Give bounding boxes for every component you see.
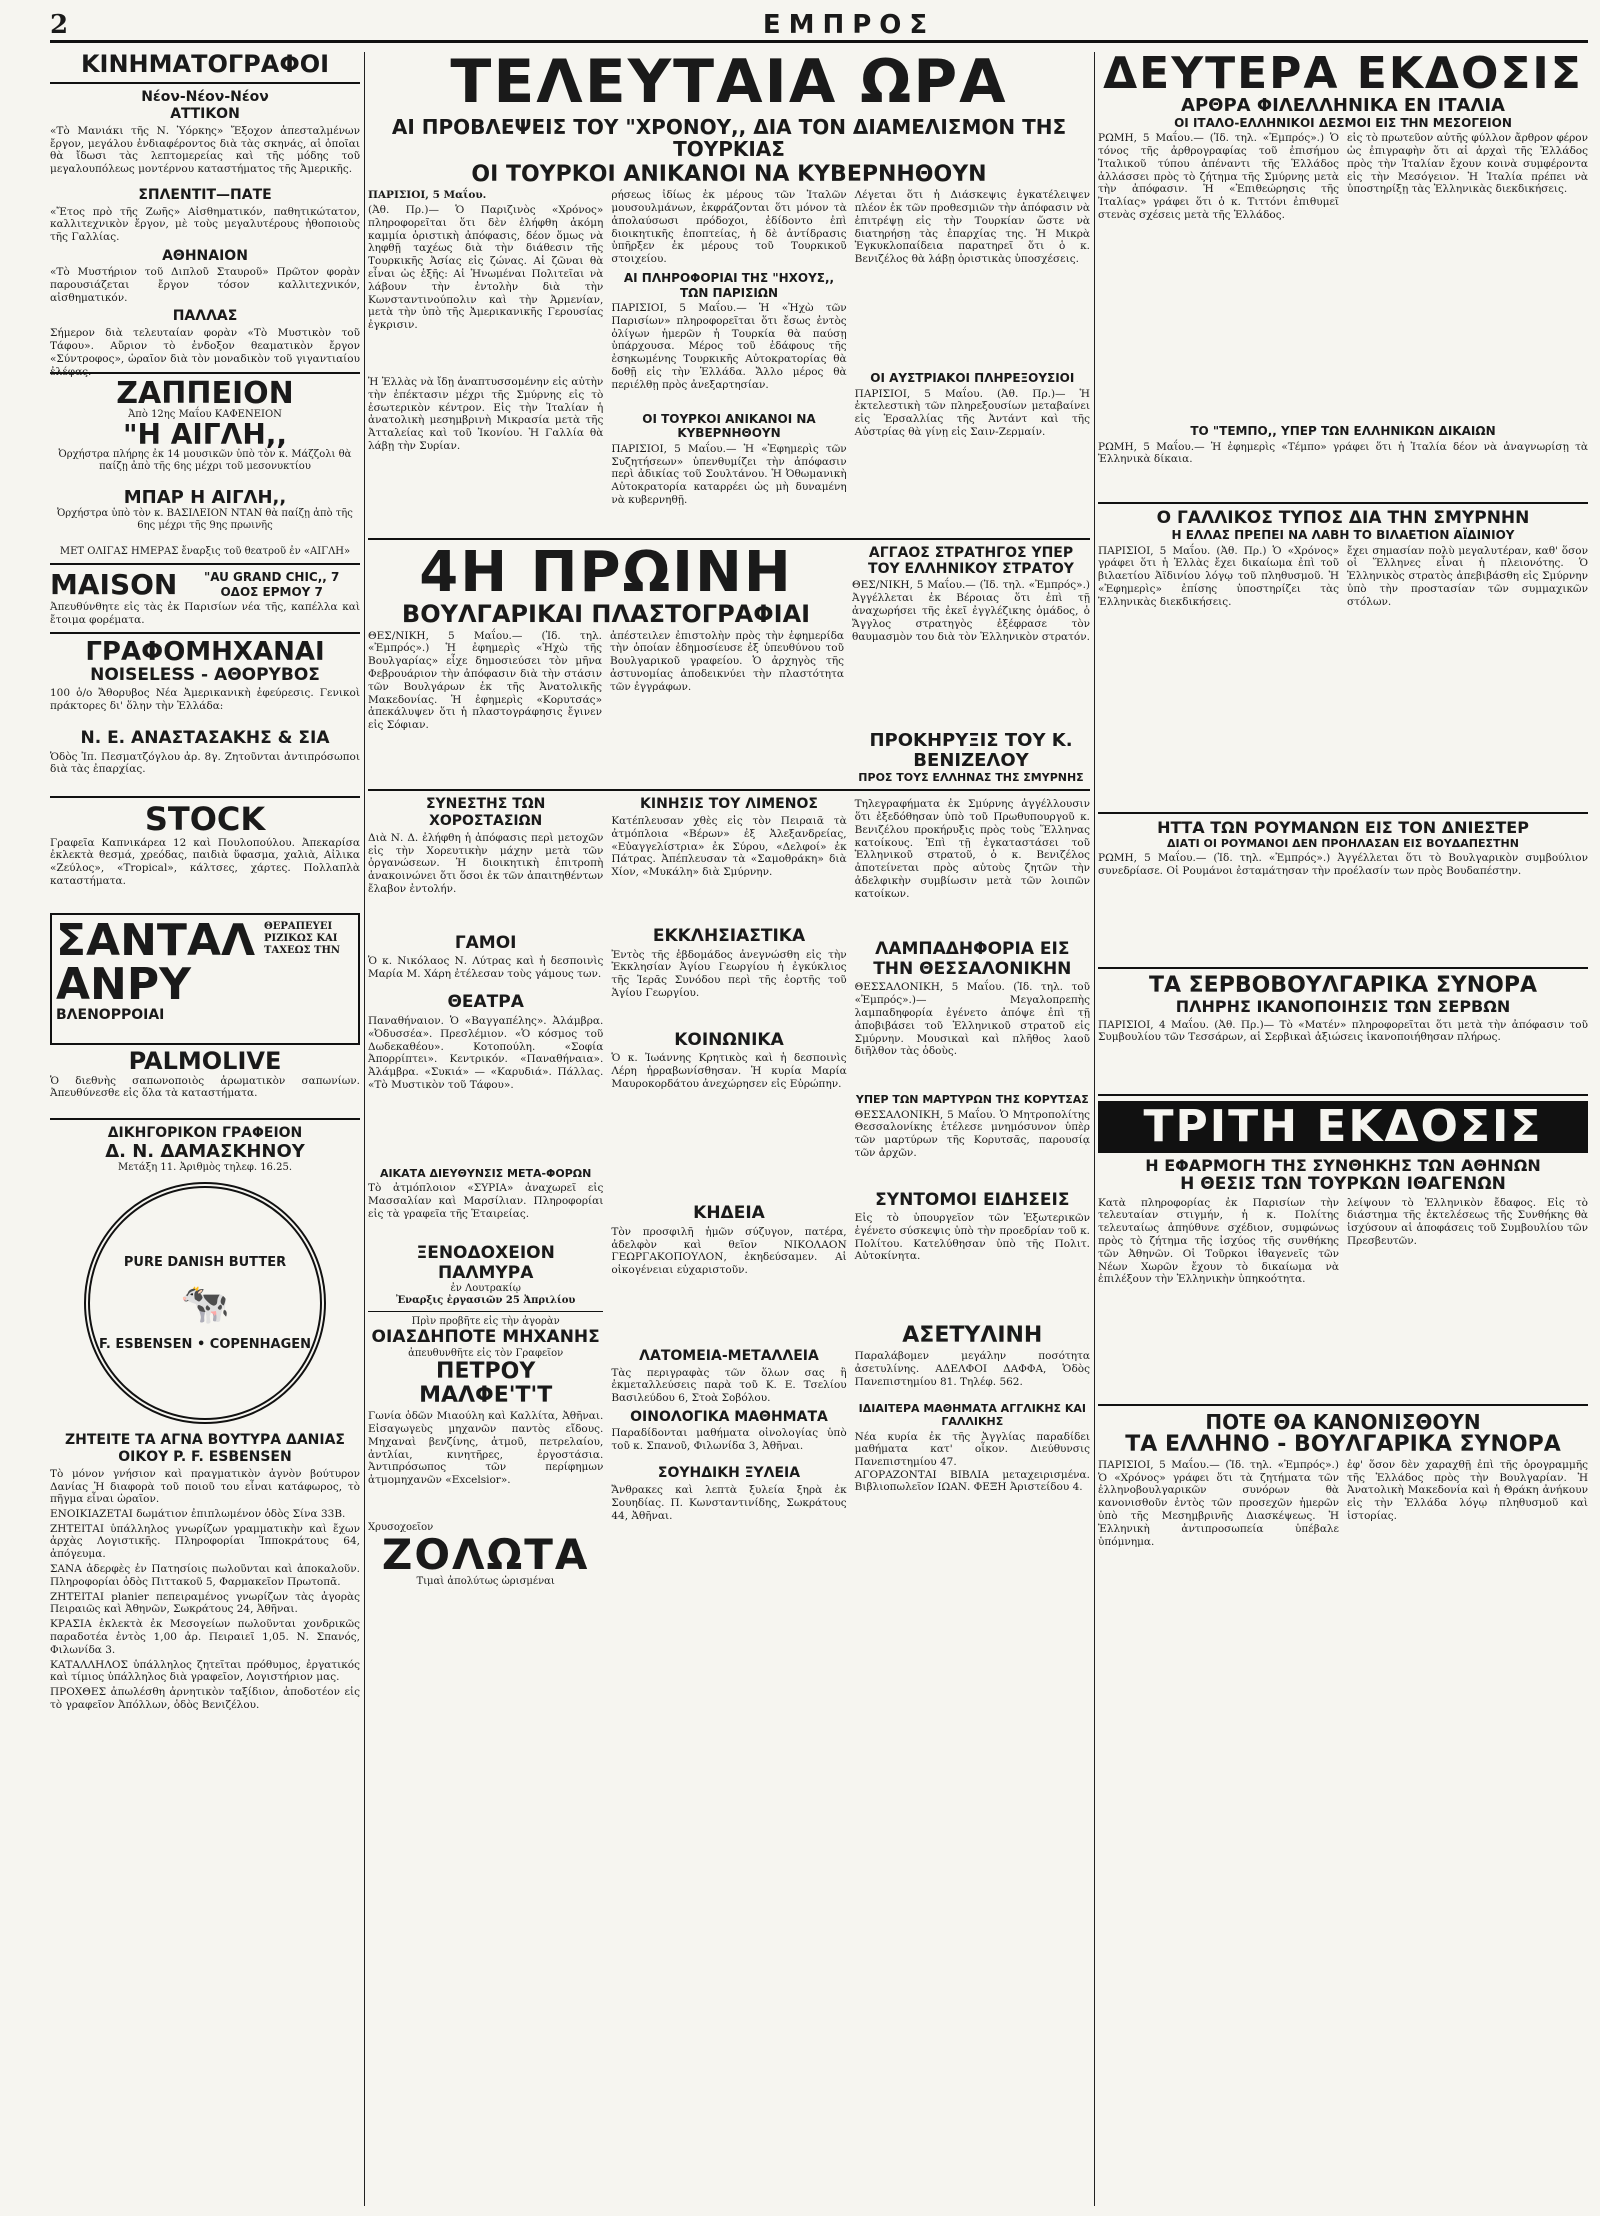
ekklis-heading: ΕΚΚΛΗΣΙΑΣΤΙΚΑ [652, 926, 806, 947]
zappeion-sub: Ἀπὸ 12ης Μαΐου ΚΑΦΕΝΕΙΟΝ [128, 409, 282, 421]
aigli-title: "Η ΑΙΓΛΗ,, [122, 418, 288, 452]
zolota-text: Τιμαὶ ἀπολύτως ὡρισμέναι [416, 1576, 555, 1588]
arthra-heading: ΑΡΘΡΑ ΦΙΛΕΛΛΗΝΙΚΑ ΕΝ ΙΤΑΛΙΑ [1181, 95, 1505, 116]
column-divider [1094, 52, 1095, 2206]
proti-title: 4Η ΠΡΩΙΝΗ [419, 540, 793, 606]
palmolive-title: PALMOLIVE [128, 1046, 282, 1075]
bar-title: ΜΠΑΡ Η ΑΙΓΛΗ,, [123, 487, 287, 509]
second-edition-title: ΔΕΥΤΕΡΑ ΕΚΔΟΣΙΣ [1103, 48, 1583, 99]
law-office-address: Μετάξη 11. Ἀριθμὸς τηλεφ. 16.25. [117, 1162, 292, 1174]
article-text: Λέγεται ὅτι ἡ Διάσκεψις ἐγκατέλειψεν πλέον ἐκ τῶν προθεσμιῶν τὴν ἀπόφασιν νὰ ἐπιτρέψῃ εἰς τὴν Τουρκίαν ὥστε νὰ διατηρήσῃ τὰς ἐπαρχίας της. Ἡ Μικρὰ Ἐγκυκλοπαίδεια παρατηρεῖ ὅτι ὁ κ. Βενιζέλος θὰ λάβῃ ὁριστικὰς ὑποσχέσεις. [854, 189, 1090, 266]
article-text: Νέα κυρία ἐκ τῆς Ἀγγλίας παραδίδει μαθήματα κατ' οἶκον. Διεύθυνσις Πανεπιστημίου 47. [854, 1430, 1090, 1469]
article-text: Τὰς περιγραφὰς τῶν ὅλων σας ἢ ἐκμεταλλεύσεις παρὰ τοῦ Κ. Ε. Τσελίου Βασιλεύδου 6, Στοὰ Σοβόλου. [611, 1366, 847, 1405]
last-hour-sub2: ΟΙ ΤΟΥΡΚΟΙ ΑΝΙΚΑΝΟΙ ΝΑ ΚΥΒΕΡΝΗΘΟΥΝ [471, 162, 987, 187]
column-divider [364, 52, 365, 2206]
cow-icon: 🐄 [180, 1280, 230, 1327]
article-text: Διὰ Ν. Δ. ἐλήφθη ἡ ἀπόφασις περὶ μετοχῶν εἰς τὴν Χορευτικὴν μάχην μετὰ τῶν ὀργανώσεων. Ἡ διοικητικὴ ἐπιτροπὴ ἀνακοινώνει ὅτι ὅσοι ἐκ τῶν ἀπαιτηθέντων ἔλαβον ἐντολήν. [368, 831, 604, 896]
rouman-heading: ΗΤΤΑ ΤΩΝ ΡΟΥΜΑΝΩΝ ΕΙΣ ΤΟΝ ΔΝΙΕΣΤΕΡ [1157, 817, 1529, 837]
article-text: ἀπέστειλεν ἐπιστολὴν πρὸς τὴν ἐφημερίδα τὴν ὁποίαν ἐδημοσίευσε ἐξ ὑπευθύνου τοῦ Βουλγαρικοῦ γραφείου. Ὁ ἀρχηγὸς τῆς ἀστυνομίας ἀποδεικνύει τὴν πλαστότητα τῶν ἐγγράφων. [610, 629, 844, 693]
maison-text: Ἀπευθύνθητε εἰς τὰς ἐκ Παρισίων νέα τῆς, καπέλλα καὶ ἔτοιμα φορέματα. [50, 600, 360, 626]
article-text: Τὸ ἀτμόπλοιον «ΣΥΡΙΑ» ἀναχωρεῖ εἰς Μασσαλίαν καὶ Μαρσίλιαν. Πληροφορίαι εἰς τὰ γραφεῖα τῆς Ἑταιρείας. [368, 1182, 604, 1220]
aigli-text: Ὀρχήστρα πλήρης ἐκ 14 μουσικῶν ὑπὸ τὸν κ. Μάζζολι θὰ παίζῃ ἀπὸ τῆς 6ης μέχρι τοῦ μεσονυκτίου [58, 449, 352, 473]
article-text: ΠΑΡΙΣΙΟΙ, 5 Μαΐου. (Ἀθ. Πρ.) Ὁ «Χρόνος» γράφει ὅτι ἡ Ἑλλὰς ἔχει δικαίωμα ἐπὶ τοῦ βιλαετίου Ἀϊδινίου λόγῳ τοῦ πληθυσμοῦ. Ἡ «Ἐφημερὶς» ἐπίσης ὑποστηρίζει τὰς Ἑλληνικὰς διεκδικήσεις. [1098, 544, 1339, 608]
machine-heading: ΟΙΑΣΔΗΠΟΤΕ ΜΗΧΑΝΗΣ [371, 1327, 600, 1348]
cinema-text: «Τὸ Μανιάκι τῆς Ν. Ὑόρκης» Ἔξοχον ἀπεσταλμένων ἔργον, μεγάλου ἐνδιαφέροντος διὰ τὰς σκηνάς, αἱ ὁποῖαι θὰ ἴδωσι τὰς λεπτομερείας καὶ τῆς μόδης τοῦ μεγαλουπόλεως μοντέρνου καταστήματος τῆς Ἀμερικῆς. [50, 124, 360, 176]
newspaper-title: ΕΜΠΡΟΣ [762, 10, 936, 40]
article-text: Ὁ κ. Νικόλαος Ν. Λύτρας καὶ ἡ δεσποινὶς Μαρία Μ. Χάρη ἐτέλεσαν τοὺς γάμους των. [368, 955, 604, 981]
chryso-label: Χρυσοχοεῖον [368, 1522, 434, 1534]
limenos-heading: ΚΙΝΗΣΙΣ ΤΟΥ ΛΙΜΕΝΟΣ [640, 796, 818, 813]
article-text: Ἡ Ἑλλὰς νὰ ἴδῃ ἀναπτυσσομένην εἰς αὐτὴν τὴν ἐπέκτασιν μέχρι τῆς Σμύρνης εἰς τὸ ἐσωτερικὸν κέντρον. Εἰς τὴν Ἰταλίαν ἡ ἀνατολικὴ μεσημβρινὴ Μικρασία μετὰ τῆς Ἀτταλείας καὶ τοῦ Ἰκονίου. Ἡ Γαλλία θὰ λάβῃ τὴν Συρίαν. [368, 376, 604, 453]
stock-text: Γραφεῖα Καπνικάρεα 12 καὶ Πουλοπούλου. Ἀπεκαρίσα ἐκλεκτὰ θεσμά, χρεόδας, παιδιὰ ὕφασμα, χαλιὰ, Αἰλικα «Ζεύλος», «Tropical», κάλτσες, χάρτες. Πολλαπλὰ καταστήματα. [50, 836, 360, 887]
hotel-sub: ἐν Λουτρακίῳ [450, 1283, 521, 1295]
article-text: Παραλάβομεν μεγάλην ποσότητα ἀσετυλίνης. ΑΔΕΛΦΟΙ ΔΑΦΦΑ, Ὁδὸς Πανεπιστημίου 81. Τηλέφ. 562. [854, 1350, 1090, 1388]
gramo-text: 100 ὁ/ο Ἄθορυβος Νέα Ἀμερικανικὴ ἐφεύρεσις. Γενικοὶ πράκτορες δι' ὅλην τὴν Ἑλλάδα: [50, 686, 360, 712]
classified-ad: ΚΡΑΣΙΑ ἐκλεκτὰ ἐκ Μεσογείων πωλοῦνται χονδρικῶς παραδοτέα ἐντὸς 1,00 ἀρ. Πειραιεῖ 1,05. Ν. Σπανός, Φιλωνίδα 3. [50, 1618, 360, 1656]
article-text: ΡΩΜΗ, 5 Μαΐου.— (Ἰδ. τηλ. «Ἐμπρός».) Ἀγγέλλεται ὅτι τὸ Βουλγαρικὸν συμβούλιον συνεδρίασε. Οἱ Ρουμάνοι ἐσταμάτησαν τὴν προέλασίν των πρὸς Βουδαπέστην. [1098, 852, 1588, 877]
pliroforia-heading: ΑΙ ΠΛΗΡΟΦΟΡΙΑΙ ΤΗΣ "ΗΧΟΥΣ,, ΤΩΝ ΠΑΡΙΣΙΩΝ [623, 271, 835, 300]
dateline: ΠΑΡΙΣΙΟΙ, 5 Μαΐου. [368, 189, 487, 202]
classified-ad: ΚΑΤΑΛΛΗΛΟΣ ὑπάλληλος ζητεῖται πρόθυμος, ἐργατικός καὶ τίμιος ὑπάλληλος διὰ γραφεῖον, Λογιστήριον μας. [50, 1658, 360, 1684]
prokiryxis-heading: ΠΡΟΚΗΡΥΞΙΣ ΤΟΥ Κ. ΒΕΝΙΖΕΛΟΥ [869, 730, 1073, 772]
article-text: ΘΕΣΣΑΛΟΝΙΚΗ, 5 Μαΐου. Ὁ Μητροπολίτης Θεσσαλονίκης ἐτέλεσε μνημόσυνον ὑπὲρ τῶν μαρτύρων τῆς Κορυτσᾶς, παρουσίᾳ τῶν ἀρχῶν. [854, 1108, 1090, 1159]
right-column [1098, 48, 1588, 2206]
classifieds [50, 1508, 360, 1712]
anastasakis: Ν. Ε. ΑΝΑΣΤΑΣΑΚΗΣ & ΣΙΑ [80, 727, 330, 748]
article-text: Ἐντὸς τῆς ἑβδομάδος ἀνεγνώσθη εἰς τὴν Ἐκκλησίαν Ἀγίου Γεωργίου ἡ ἐγκύκλιος τῆς Ἱερᾶς Συνόδου περὶ τῆς ἑορτῆς τοῦ Ἁγίου Γεωργίου. [611, 948, 847, 999]
seal-bottom-text: F. ESBENSEN • COPENHAGEN [98, 1336, 312, 1352]
article-text: Γωνία ὁδῶν Μιαούλη καὶ Καλλίτα, Ἀθῆναι. Εἰσαγωγεὺς μηχανῶν παντὸς εἴδους. Μηχαναὶ βενζίνης, ἀτμοῦ, πετρελαίου, ἀντλίαι, κινητῆρες, ἐργοστάσια. Ἀντιπρόσωπος τῶν περίφημων ἀτμομηχανῶν «Excelsior». [368, 1410, 604, 1487]
article-text: ΠΑΡΙΣΙΟΙ, 5 Μαΐου.— Ἡ «Ἐφημερὶς τῶν Συζητήσεων» ὑπενθυμίζει τὴν ἀπόφασιν περὶ ἀδικίας τοῦ Σουλτάνου. Ἡ Ὀθωμανικὴ Αὐτοκρατορία καταρρέει ὡς μὴ δυναμένη νὰ κυβερνηθῇ. [611, 442, 847, 507]
butter-text: Τὸ μόνον γνήσιον καὶ πραγματικὸν ἀγνὸν βούτυρον Δανίας Ἡ διαφορὰ τοῦ ποιοῦ του εἶναι κατάφωρος, τὸ πῆγμα εἶναι ὡραῖον. [50, 1467, 360, 1506]
oinolog-heading: ΟΙΝΟΛΟΓΙΚΑ ΜΑΘΗΜΑΤΑ [630, 1408, 828, 1425]
article-text: ΠΑΡΙΣΙΟΙ, 4 Μαΐου. (Ἀθ. Πρ.)— Τὸ «Ματέν» πληροφορεῖται ὅτι μετὰ τὴν ἀπόφασιν τοῦ Συμβουλίου τῶν Τεσσάρων, αἱ Σερβικαὶ ἀξιώσεις ἱκανοποιήθησαν πλήρως. [1098, 1018, 1588, 1044]
maison-address: "AU GRAND CHIC,, 7 ΟΔΟΣ ΕΡΜΟΥ 7 [203, 570, 340, 599]
anastasakis-text: Ὁδὸς Ἰπ. Πεσματζόγλου ἀρ. 8γ. Ζητοῦνται ἀντιπρόσωποι διὰ τὰς ἐπαρχίας. [50, 750, 360, 776]
cinema-pallas: ΠΑΛΛΑΣ [172, 308, 238, 325]
pote-heading: ΠΟΤΕ ΘΑ ΚΑΝΟΝΙΣΘΟΥΝ [1205, 1409, 1481, 1434]
maison-title: MAISON [50, 567, 178, 601]
bar-text: Ὀρχήστρα ὑπὸ τὸν κ. ΒΑΣΙΛΕΙΟΝ ΝΤΑΝ θὰ παίζῃ ἀπὸ τῆς 6ης μέχρι τῆς 9ης πρωινῆς [57, 508, 353, 532]
stratos-heading: ΑΓΓΑΟΣ ΣΤΡΑΤΗΓΟΣ ΥΠΕΡ ΤΟΥ ΕΛΛΗΝΙΚΟΥ ΣΤΡΑΤΟΥ [868, 545, 1074, 578]
cinemas-sub: Νέον-Νέον-Νέον [141, 89, 269, 106]
article-text: ΘΕΣ/ΝΙΚΗ, 5 Μαΐου.— (Ἰδ. τηλ. «Ἐμπρός».) Ἡ ἐφημερὶς «Ἠχὼ τῆς Βουλγαρίας» εἶχε δημοσιεύσει τὸν μῆνα Φεβρουάριον τὴν ἀπόφασιν διὰ τὴν στάσιν τῶν Βουλγάρων ἐκ τῆς Ἀνατολικῆς Μακεδονίας. Ἡ ἐφημερὶς «Κορυτσάς» ἀπεκάλυψεν ὅτι ἡ πλαστογράφησις ἔγινεν εἰς Σόφιαν. [368, 629, 602, 732]
article-text: Παναθήναιον. Ὁ «Βαγγαπέλης». Ἀλάμβρα. «Ὀδυσσέα». Πρεσλέμιον. «Ὁ κόσμος τοῦ Δωδεκαθέου». Κοτοπούλη. «Σοφία Ἀπορρίπτει». Κεντρικόν. «Παναθήναια». Ἀλάμβρα. «Συκιά» — «Καρυδιά». Πάλλας. «Τὸ Μυστικὸν τοῦ Τάφου». [368, 1014, 604, 1091]
serbo-sub: ΠΛΗΡΗΣ ΙΚΑΝΟΠΟΙΗΣΙΣ ΤΩΝ ΣΕΡΒΩΝ [1175, 997, 1511, 1017]
bar-text2: ΜΕΤ ΟΛΙΓΑΣ ΗΜΕΡΑΣ ἔναρξις τοῦ θεατροῦ ἐν «ΑΙΓΛΗ» [59, 546, 351, 558]
article-text: Ἄνθρακες καὶ λεπτὰ ξυλεία ξηρὰ ἐκ Σουηδίας. Π. Κωνσταντινίδης, Σωκράτους 44, Ἀθῆναι. [611, 1484, 847, 1522]
article-text: ΡΩΜΗ, 5 Μαΐου.— (Ἰδ. τηλ. «Ἐμπρός».) Ὁ τόνος τῆς ἀρθρογραφίας τοῦ ἐπισήμου Ἰταλικοῦ τύπου ἀπέναντι τῆς Ἑλλάδος ἀλλάσσει πρὸς τὸ ζήτημα τῆς Σμύρνης μετὰ τὴν ἀπόφασιν. Ἡ «Ἐπιθεώρησις τῆς Ἰταλίας» γράφει ὅτι ὁ κ. Τιττόνι ἐπιθυμεῖ στενὰς σχέσεις μετὰ τῆς Ἑλλάδος. [1098, 132, 1339, 221]
lykeio-heading: ΑΙΚΑΤΑ ΔΙΕΥΘΥΝΣΙΣ ΜΕΤΑ-ΦΟΡΩΝ [379, 1166, 592, 1180]
syntomoi-heading: ΣΥΝΤΟΜΟΙ ΕΙΔΗΣΕΙΣ [875, 1189, 1070, 1210]
zappeion-ad: ΖΑΠΠΕΙΟΝ [116, 376, 294, 412]
koinon-heading: ΚΟΙΝΩΝΙΚΑ [674, 1029, 784, 1050]
prokiryxis-sub: ΠΡΟΣ ΤΟΥΣ ΕΛΛΗΝΑΣ ΤΗΣ ΣΜΥΡΝΗΣ [858, 771, 1084, 785]
martyres-heading: ΥΠΕΡ ΤΩΝ ΜΑΡΤΥΡΩΝ ΤΗΣ ΚΟΡΥΤΣΑΣ [855, 1093, 1089, 1107]
machine-intro: Πρὶν προβῆτε εἰς τὴν ἀγορὰν [411, 1316, 560, 1328]
anikanoi-heading: ΟΙ ΤΟΥΡΚΟΙ ΑΝΙΚΑΝΟΙ ΝΑ ΚΥΒΕΡΝΗΘΟΥΝ [642, 412, 816, 441]
austr-heading: ΟΙ ΑΥΣΤΡΙΑΚΟΙ ΠΛΗΡΕΞΟΥΣΙΟΙ [870, 371, 1075, 386]
article-text: ΘΕΣ/ΝΙΚΗ, 5 Μαΐου.— (Ἰδ. τηλ. «Ἐμπρός».) Ἀγγέλλεται ἐκ Βέροιας ὅτι ἐπὶ τῇ ἀναχωρήσει τῆς ἐκεῖ ἐγγλέζικης ὁμάδος, ὁ Ἄγγλος στρατηγὸς ἐξέφρασε τὸν θαυμασμὸν του διὰ τὸν Ἑλληνικὸν στρατόν. [852, 579, 1090, 643]
butter-heading: ΖΗΤΕΙΤΕ ΤΑ ΑΓΝΑ ΒΟΥΤΥΡΑ ΔΑΝΙΑΣ ΟΙΚΟΥ P. F. ESBENSEN [65, 1432, 345, 1466]
cinema-text: Σήμερον διὰ τελευταίαν φορὰν «Τὸ Μυστικὸν τοῦ Τάφου». Αὔριον τὸ ἐνδοξον θεαματικὸν ἔργον «Σύντροφος», ὡραῖον διὰ τὸν μοναδικὸν τοῦ γιγαντιαίου ἐλέφας. [50, 327, 360, 378]
gramo-title: ΓΡΑΦΟΜΗΧΑΝΑΙ [85, 636, 325, 667]
article-text: ρήσεως ἰδίως ἐκ μέρους τῶν Ἰταλῶν μουσουλμάνων, ἐκφράζονται ὅτι μόνον τὰ ἀπολαύσωσι πρόδοχοι, ἐδίδοντο ἐπὶ διοικητικῆς ἐποπτείας, ἡ δὲ ἀντίδρασις ὑπῆρξεν ἐκ μέρους τοῦ Τουρκικοῦ στοιχείου. [611, 189, 847, 266]
hotel-title: ΞΕΝΟΔΟΧΕΙΟΝ ΠΑΛΜΥΡΑ [416, 1243, 555, 1283]
center-column [368, 47, 1090, 2206]
article-text: Τηλεγραφήματα ἐκ Σμύρνης ἀγγέλλουσιν ὅτι ἐξεδόθησαν ὑπὸ τοῦ Πρωθυπουργοῦ κ. Βενιζέλου προκήρυξις πρὸς τοὺς Ἕλληνας κατοίκους. Ἐπὶ τῇ ἐγκαταστάσει τοῦ Ἑλληνικοῦ στρατοῦ, ὁ κ. Βενιζέλος ἀποτείνεται πρὸς αὐτοὺς ζητῶν τὴν ἀδελφικὴν συμβίωσιν μετὰ τῶν λοιπῶν κατοίκων. [854, 798, 1090, 900]
elleno-heading: ΤΑ ΕΛΛΗΝΟ - ΒΟΥΛΓΑΡΙΚΑ ΣΥΝΟΡΑ [1125, 1431, 1561, 1457]
latomeia-heading: ΛΑΤΟΜΕΙΑ-ΜΕΤΑΛΛΕΙΑ [639, 1347, 819, 1364]
article-text: ἔχει σημασίαν πολὺ μεγαλυτέραν, καθ' ὅσον οἱ Ἕλληνες εἶναι ἡ πλειονότης. Ὁ Ἑλληνικὸς στρατὸς ἀπεβιβάσθη εἰς Σμύρνην ὑπὸ τὴν προστασίαν τῶν συμμαχικῶν στόλων. [1347, 544, 1588, 608]
article-text: ΑΓΟΡΑΖΟΝΤΑΙ ΒΙΒΛΙΑ μεταχειρισμένα. Βιβλιοπωλεῖον ΙΩΑΝ. ΦΕΞΗ Ἀριστείδου 4. [854, 1468, 1090, 1494]
kideia-heading: ΚΗΔΕΙΑ [693, 1203, 765, 1224]
theatra-heading: ΘΕΑΤΡΑ [447, 992, 524, 1013]
mafeti-title: ΠΕΤΡΟΥ ΜΑΛΦΕ'Τ'Τ [419, 1358, 553, 1408]
classified-ad: ΖΗΤΕΙΤΑΙ planier πεπειραμένος γνωρίζων τὰς ἀγορὰς Πειραιῶς καὶ Ἀθηνῶν, Σωκράτους 24, Ἀθῆναι. [50, 1590, 360, 1616]
article-text: λείψουν τὸ Ἑλληνικὸν ἔδαφος. Εἰς τὸ διάστημα τῆς ἐκτελέσεως τῆς Συνθήκης θὰ ἰσχύσουν αἱ ἀποφάσεις τοῦ Συμβουλίου τῶν Πρεσβευτῶν. [1347, 1196, 1588, 1247]
article-text: ΘΕΣΣΑΛΟΝΙΚΗ, 5 Μαΐου. (Ἰδ. τηλ. τοῦ «Ἐμπρός».)— Μεγαλοπρεπὴς λαμπαδηφορία ἐγένετο ἀπόψε ἐπὶ τῇ ἀποβιβάσει τοῦ Ἑλληνικοῦ στρατοῦ εἰς Σμύρνην. Μουσικαὶ καὶ πλῆθος λαοῦ διῆλθον τὰς ὁδοὺς. [854, 981, 1090, 1058]
santal-side: ΘΕΡΑΠΕΥΕΙ ΡΙΖΙΚΩΣ ΚΑΙ ΤΑΧΕΩΣ ΤΗΝ [264, 920, 341, 956]
classified-ad: ΕΝΟΙΚΙΑΖΕΤΑΙ δωμάτιον ἐπιπλωμένον ὁδὸς Σίνα 33Β. [50, 1507, 346, 1520]
law-office-name: Δ. Ν. ΔΑΜΑΣΚΗΝΟΥ [105, 1141, 305, 1163]
santal-title: ΣΑΝΤΑΛ ΑΝΡΥ [56, 914, 256, 1010]
classified-ad: ΣΑΝΑ ἀδερφὲς ἐν Πατησίοις πωλοῦνται καὶ ἀποκαλοῦν. Πληροφορίαι ὁδὸς Πιττακοῦ 5, Φαρμακεῖον Πρωτοπᾶ. [50, 1563, 360, 1588]
gallikos-sub: Η ΕΛΛΑΣ ΠΡΕΠΕΙ ΝΑ ΛΑΒΗ ΤΟ ΒΙΛΑΕΤΙΟΝ ΑΪΔΙΝΙΟΥ [1171, 528, 1515, 543]
law-office: ΔΙΚΗΓΟΡΙΚΟΝ ΓΡΑΦΕΙΟΝ [107, 1124, 303, 1141]
xorostasi-heading: ΣΥΝΕΣΤΗΣ ΤΩΝ ΧΟΡΟΣΤΑΣΙΩΝ [425, 796, 546, 830]
asetyli-heading: ΑΣΕΤΥΛΙΝΗ [902, 1323, 1043, 1349]
article-text: ΠΑΡΙΣΙΟΙ, 5 Μαΐου. (Ἀθ. Πρ.)— Ἡ ἐκτελεστικὴ τῶν πληρεξουσίων μεταβαίνει εἰς Ἑρσαλλίας τῆς Ἀντάντ καὶ τῆς Αὐστρίας θὰ γίνῃ εἰς Σαιν-Ζερμαίν. [854, 387, 1090, 439]
page-number: 2 [50, 10, 69, 40]
article-text: Κατέπλευσαν χθὲς εἰς τὸν Πειραιᾶ τὰ ἀτμόπλοια «Βέρων» ἐξ Ἀλεξανδρείας, «Εὐαγγελίστρια» ἐκ Σύρου, «Δελφοί» ἐκ Πάτρας. Ἀπέπλευσαν τὰ «Σαμοθράκη» διὰ Χίον, «Μυκάλη» διὰ Σμύρνην. [611, 815, 847, 879]
proti-sub: ΒΟΥΛΓΑΡΙΚΑΙ ΠΛΑΣΤΟΓΡΑΦΙΑΙ [401, 600, 811, 629]
serbo-heading: ΤΑ ΣΕΡΒΟΒΟΥΛΓΑΡΙΚΑ ΣΥΝΟΡΑ [1148, 973, 1538, 999]
article-text: (Ἀθ. Πρ.)— Ὁ Παριζινὸς «Χρόνος» πληροφορεῖται ὅτι δὲν ἐλήφθη ἀκόμη καμμία ὁριστικὴ ἀπόφασις, δέον ὅμως νὰ ληφθῇ ταχέως διὰ τὴν διάθεσιν τῆς Τουρκικῆς Ἀσίας εἰς ζώνας. Αἱ ζῶναι θὰ εἶναι ὡς ἑξῆς: Αἱ Ἡνωμέναι Πολιτεῖαι νὰ λάβουν τὴν ἐντολὴν διὰ τὴν Κωνσταντινούπολιν καὶ τὴν Ἀρμενίαν, μετὰ τὴν ὑπὸ τῆς Ἀμερικανικῆς Γερουσίας ἐγκρισιν. [368, 204, 604, 332]
idiaitera-heading: ΙΔΙΑΙΤΕΡΑ ΜΑΘΗΜΑΤΑ ΑΓΓΛΙΚΗΣ ΚΑΙ ΓΑΛΛΙΚΗΣ [858, 1402, 1087, 1429]
lampad-heading: ΛΑΜΠΑΔΗΦΟΡΙΑ ΕΙΣ ΤΗΝ ΘΕΣΣΑΛΟΝΙΚΗΝ [873, 939, 1072, 979]
synaiki-heading: ΣΟΥΗΔΙΚΗ ΞΥΛΕΙΑ [657, 1465, 801, 1482]
article-text: Ὁ κ. Ἰωάννης Κρητικὸς καὶ ἡ δεσποινὶς Λέρη ἠρραβωνίσθησαν. Ἡ κυρία Μαρία Μαυροκορδάτου ἀνεχώρησεν εἰς Εὐρώπην. [611, 1052, 847, 1090]
gamoi-heading: ΓΑΜΟΙ [454, 932, 517, 953]
efarmogi-heading: Η ΕΦΑΡΜΟΓΗ ΤΗΣ ΣΥΝΘΗΚΗΣ ΤΩΝ ΑΘΗΝΩΝ [1145, 1155, 1541, 1175]
gallikos-heading: Ο ΓΑΛΛΙΚΟΣ ΤΥΠΟΣ ΔΙΑ ΤΗΝ ΣΜΥΡΝΗΝ [1156, 507, 1530, 528]
noiseless: NOISELESS - ΑΘΟΡΥΒΟΣ [90, 664, 320, 685]
cinema-attikon: ΑΤΤΙΚΟΝ [170, 105, 240, 122]
article-text: Τὸν προσφιλῆ ἡμῶν σύζυγον, πατέρα, ἀδελφὸν καὶ θεῖον ΝΙΚΟΛΑΟΝ ΓΕΩΡΓΑΚΟΠΟΥΛΟΝ, ἐκηδεύσαμεν. Αἱ οἰκογένειαι εὐχαριστοῦν. [611, 1225, 847, 1277]
palmolive-text: Ὁ διεθνὴς σαπωνοποιὸς ἀρωματικὸν σαπωνίων. Ἀπευθύνεσθε εἰς ὅλα τὰ καταστήματα. [50, 1074, 360, 1100]
article-text: εἰς τὸ πρωτεῦον αὐτῆς φύλλον ἄρθρον φέρον ὡς ἐπιγραφὴν ὅτι αἱ ἀρχαὶ τῆς Ἑλλάδος πρὸς τὴν Ἰταλίαν ἔχουν κοινὰ συμφέροντα εἰς τὴν Μεσόγειον. Ἡ Ἰταλία πρέπει νὰ ὑποστηρίξῃ τὰς Ἑλληνικὰς διεκδικήσεις. [1347, 132, 1588, 196]
machine-sub: ἀπευθυνθῆτε εἰς τὸν Γραφεῖον [408, 1347, 564, 1359]
article-text: ἐφ' ὅσον δὲν χαραχθῇ ἐπὶ τῆς ὁρογραμμῆς τῆς Ἑλλάδος πρὸς τὴν Βουλγαρίαν. Ἡ Ἀνατολικὴ Μακεδονία καὶ ἡ Θράκη ἀνήκουν εἰς τὴν Ἑλλάδα λόγῳ πληθυσμοῦ καὶ ἱστορίας. [1347, 1458, 1588, 1522]
zolota-title: ΖΟΛΩΤΑ [381, 1530, 590, 1580]
cinema-athinaion: ΑΘΗΝΑΙΟΝ [162, 247, 248, 264]
thesis-heading: Η ΘΕΣΙΣ ΤΩΝ ΤΟΥΡΚΩΝ ΙΘΑΓΕΝΩΝ [1180, 1174, 1506, 1195]
article-text: Εἰς τὸ ὑπουργεῖον τῶν Ἐξωτερικῶν ἐγένετο σύσκεψις ὑπὸ τὴν προεδρίαν τοῦ κ. Πολίτου. Κατελύθησαν ὑπὸ τῆς Πολιτ. Αὐτοκίνητα. [854, 1212, 1090, 1263]
article-text: Κατὰ πληροφορίας ἐκ Παρισίων τὴν τελευταίαν στιγμήν, ἡ κ. Πολίτης τελευταίως ἀπηύθυνε σχέδιον, συμφώνως πρὸς τὸ ζήτημα τῆς ἰσχύος τῆς συνθήκης τῶν Ἀθηνῶν. Οἱ Τοῦρκοι ἰθαγενεῖς τῶν Νέων Χωρῶν ἔχουν τὸ δικαίωμα νὰ ἐπιλέξουν τὴν Ἑλληνικὴν ὑπηκοότητα. [1098, 1196, 1339, 1286]
cinema-splendid: ΣΠΛΕΝΤΙΤ—ΠΑΤΕ [138, 186, 272, 203]
italo-heading: ΟΙ ΙΤΑΛΟ-ΕΛΛΗΝΙΚΟΙ ΔΕΣΜΟΙ ΕΙΣ ΤΗΝ ΜΕΣΟΓΕΙΟΝ [1174, 115, 1512, 130]
stock-title: STOCK [144, 799, 266, 838]
article-text: ΡΩΜΗ, 5 Μαΐου.— Ἡ ἐφημερὶς «Τέμπο» γράφει ὅτι ἡ Ἰταλία δέον νὰ ἀναγνωρίσῃ τὰ Ἑλληνικὰ δίκαια. [1098, 440, 1588, 466]
article-text: Παραδίδονται μαθήματα οἰνολογίας ὑπὸ τοῦ κ. Σπανοῦ, Φιλωνίδα 3, Ἀθῆναι. [611, 1427, 847, 1453]
seal-top-text: PURE DANISH BUTTER [123, 1254, 287, 1270]
butter-seal [84, 1182, 326, 1424]
masthead [50, 12, 1588, 43]
last-hour-title: ΤΕΛΕΥΤΑΙΑ ΩΡΑ [450, 47, 1008, 117]
hotel-text: Ἐναρξις ἐργασιῶν 25 Ἀπριλίου [395, 1295, 576, 1307]
left-column [50, 52, 360, 2206]
rouman-sub: ΔΙΑΤΙ ΟΙ ΡΟΥΜΑΝΟΙ ΔΕΝ ΠΡΟΗΛΑΣΑΝ ΕΙΣ ΒΟΥΔΑΠΕΣΤΗΝ [1167, 836, 1519, 850]
cinema-text: «Ἔτος πρὸ τῆς Ζωῆς» Αἰσθηματικόν, παθητικώτατον, καλλιτεχνικὸν ἔργον, μὲ τοὺς μεγαλυτέρους ἠθοποιοὺς τῆς Γαλλίας. [50, 205, 360, 244]
tempo-heading: ΤΟ "ΤΕΜΠΟ,, ΥΠΕΡ ΤΩΝ ΕΛΛΗΝΙΚΩΝ ΔΙΚΑΙΩΝ [1190, 424, 1496, 439]
cinema-text: «Τὸ Μυστήριον τοῦ Διπλοῦ Σταυροῦ» Πρῶτον φορὰν παρουσιάζεται ἔργον τόσον καλλιτεχνικόν, αἰσθηματικόν. [50, 266, 360, 304]
cinemas-heading: ΚΙΝΗΜΑΤΟΓΡΑΦΟΙ [80, 50, 330, 78]
third-edition-title: ΤΡΙΤΗ ΕΚΔΟΣΙΣ [1098, 1101, 1588, 1153]
last-hour-sub: ΑΙ ΠΡΟΒΛΕΨΕΙΣ ΤΟΥ "ΧΡΟΝΟΥ,, ΔΙΑ ΤΟΝ ΔΙΑΜΕΛΙΣΜΟΝ ΤΗΣ ΤΟΥΡΚΙΑΣ [391, 115, 1067, 161]
santal-sub: ΒΛΕΝΟΡΡΟΙΑΙ [56, 1006, 165, 1023]
santal-ad [50, 913, 360, 1045]
classified-ad: ΖΗΤΕΙΤΑΙ ὑπάλληλος γνωρίζων γραμματικὴν καὶ ἔχων ἀρχὰς Λογιστικῆς. Πληροφορίαι Ἱπποκράτους 64, ἀπόγευμα. [50, 1522, 360, 1561]
classified-ad: ΠΡΟΧΘΕΣ ἀπωλέσθη ἀρνητικὸν ταξίδιον, ἀποδοτέον εἰς τὸ γραφεῖον Ἀπόλλων, ὁδὸς Βενιζέλου. [50, 1686, 360, 1712]
article-text: ΠΑΡΙΣΙΟΙ, 5 Μαΐου.— (Ἰδ. τηλ. «Ἐμπρός».) Ὁ «Χρόνος» γράφει ὅτι τὰ ζητήματα τῶν ἐλληνοβουλγαρικῶν συνόρων θὰ κανονισθοῦν ἐντὸς τῶν προσεχῶν ἡμερῶν ὑπὸ τῆς Μεσημβρινῆς Διασκέψεως. Ἡ Ἑλληνικὴ ἀντιπροσωπεία ὑπέβαλε ὑπόμνημα. [1098, 1458, 1339, 1548]
article-text: ΠΑΡΙΣΙΟΙ, 5 Μαΐου.— Ἡ «Ἠχὼ τῶν Παρισίων» πληροφορεῖται ὅτι ἔσως ἐντὸς ὀλίγων ἡμερῶν ἡ Τουρκία θὰ παύσῃ ὑπάρχουσα. Μέρος τοῦ ἐδάφους τῆς ἐσηκωμένης Τουρκικῆς Αὐτοκρατορίας θὰ δοθῇ εἰς τὴν Ἑλλάδα. Ἄλλο μέρος θὰ περιέλθῃ πρὸς ἀνεξαρτησίαν. [611, 302, 847, 391]
